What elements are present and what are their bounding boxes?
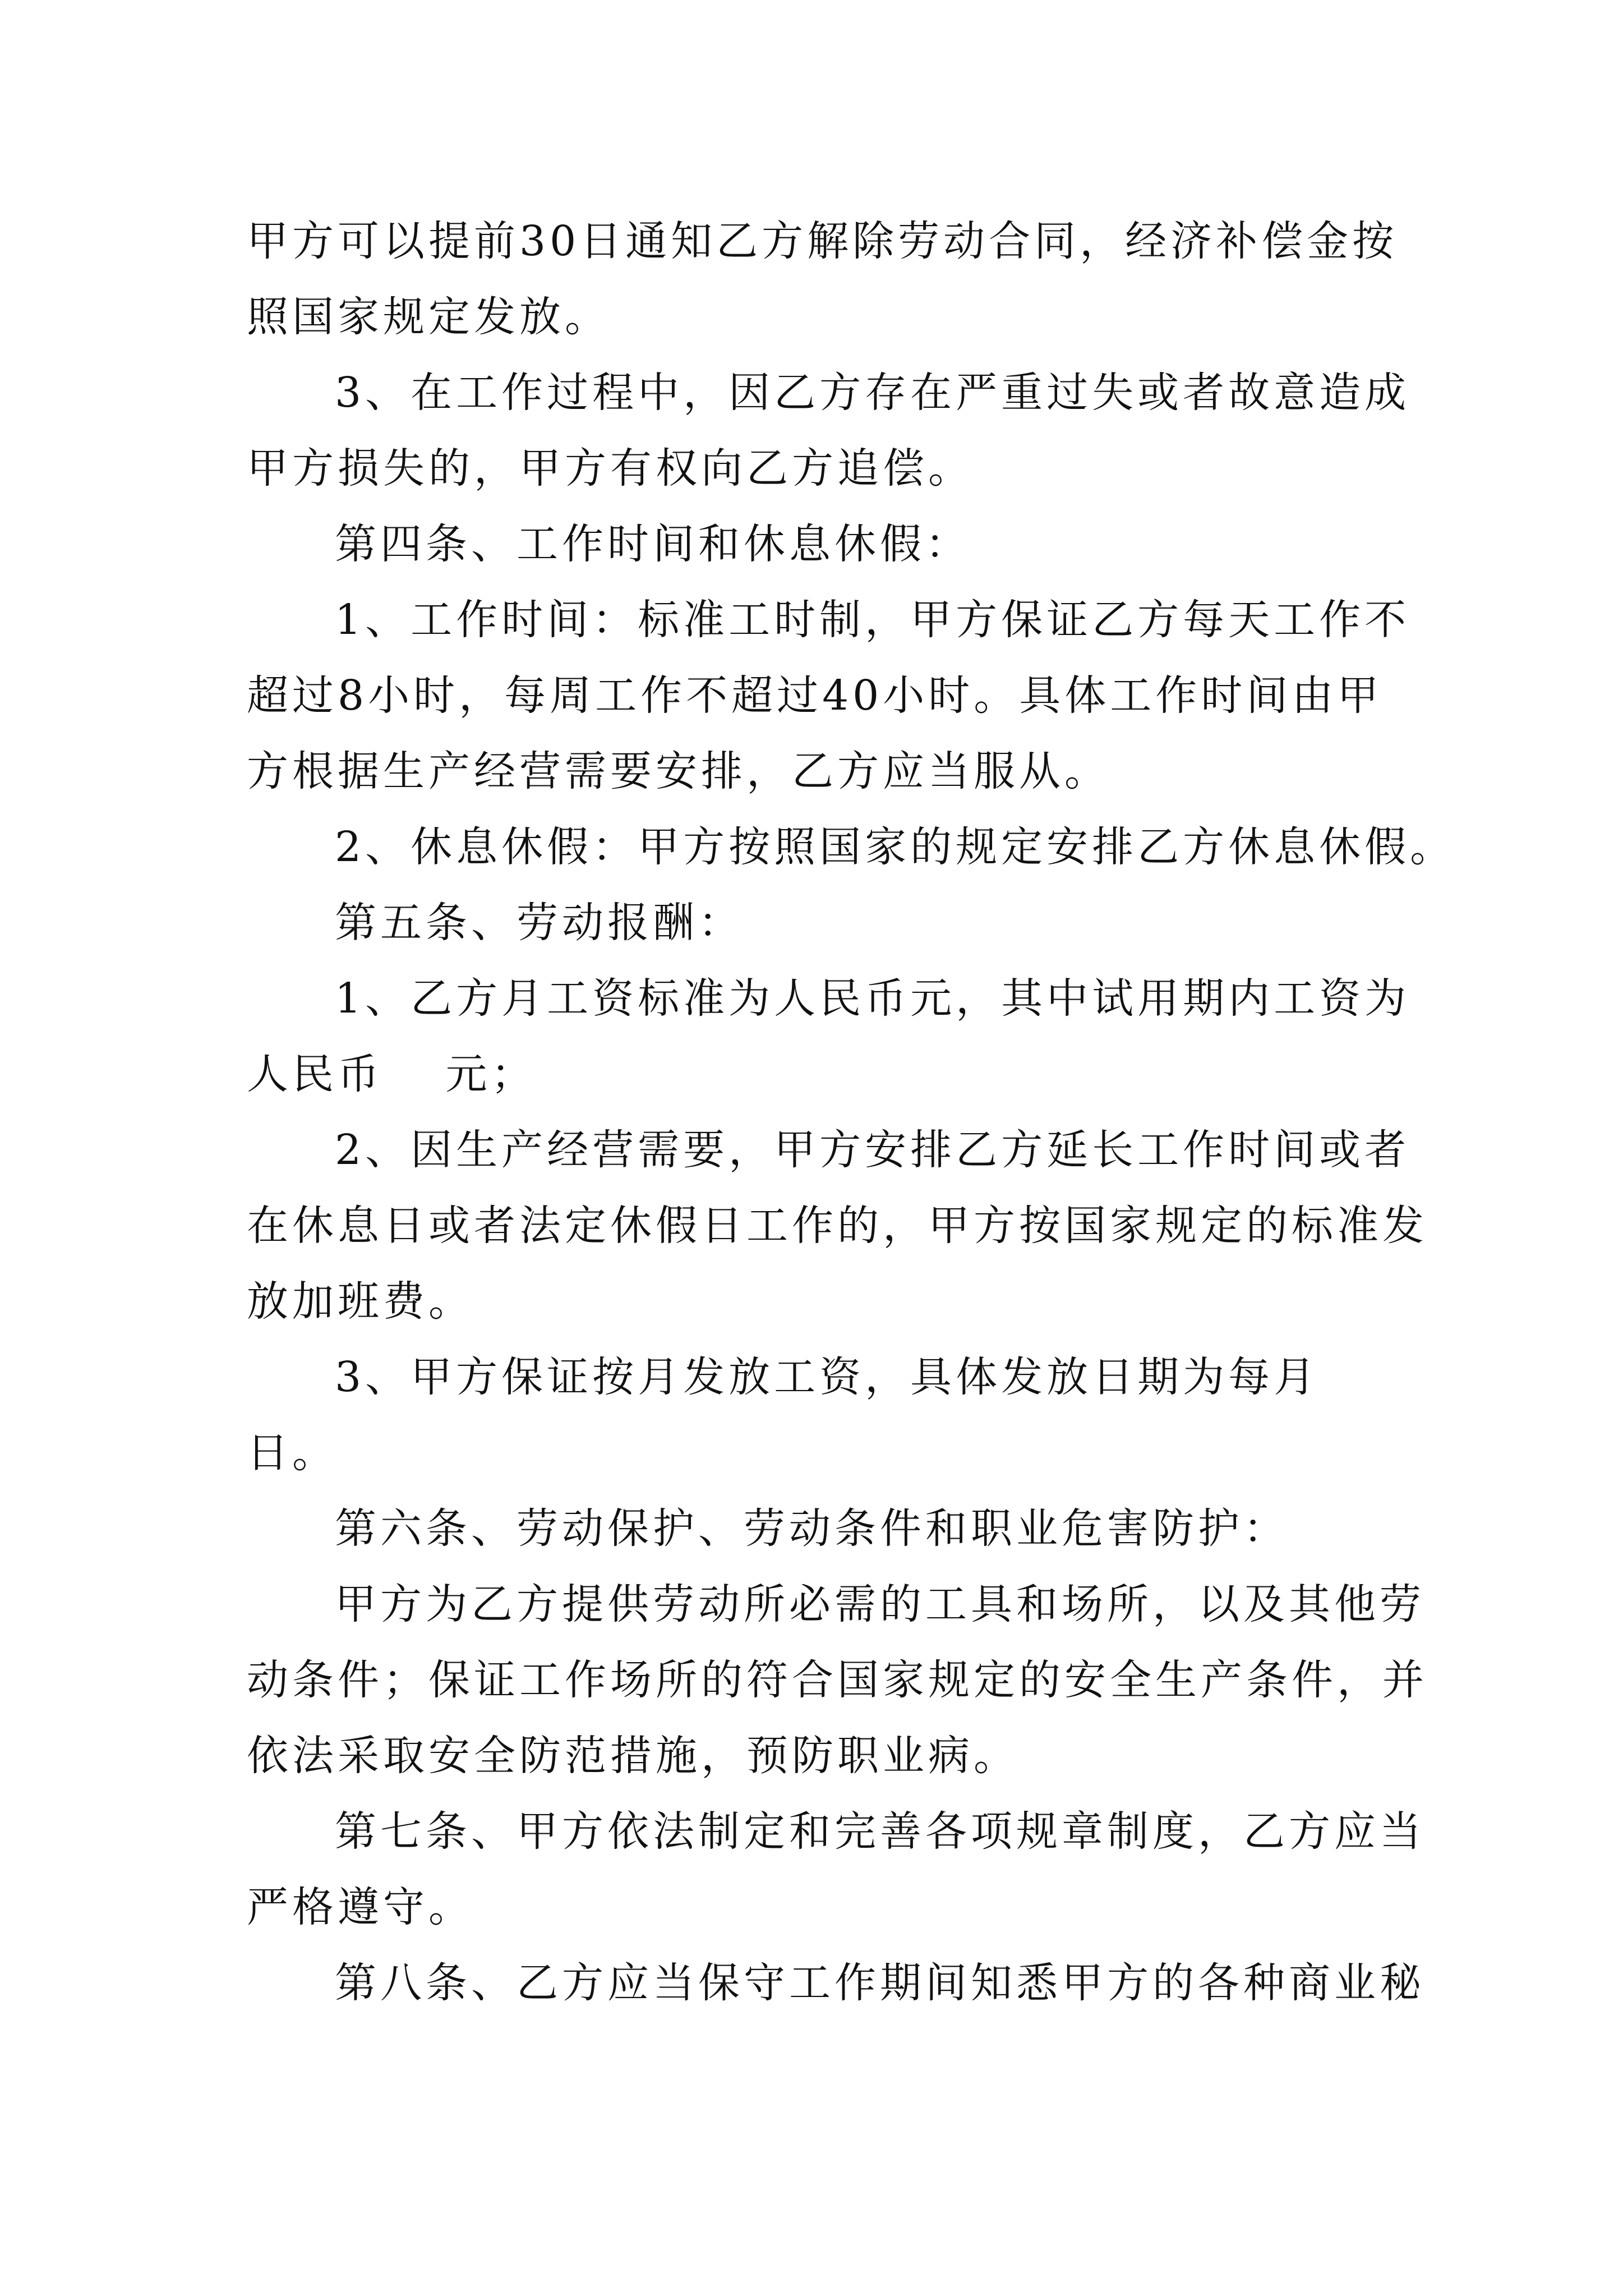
text-line: 甲方损失的，甲方有权向乙方追偿。: [247, 444, 974, 493]
text-line: 超过8小时，每周工作不超过40小时。具体工作时间由甲: [247, 671, 1383, 720]
text-line: 照国家规定发放。: [247, 293, 610, 341]
section-heading: 第四条、工作时间和休息休假：: [335, 520, 971, 568]
section-heading: 第五条、劳动报酬：: [335, 899, 744, 947]
text-line: 1、乙方月工资标准为人民币元，其中试用期内工资为: [335, 974, 1410, 1023]
text-line: 甲方为乙方提供劳动所必需的工具和场所，以及其他劳: [335, 1580, 1425, 1628]
text-line: 依法采取安全防范措施，预防职业病。: [247, 1732, 1019, 1780]
text-line: 人民币 元；: [247, 1050, 537, 1098]
text-line: 方根据生产经营需要安排，乙方应当服从。: [247, 747, 1110, 795]
text-line: 3、在工作过程中，因乙方存在严重过失或者故意造成: [335, 369, 1410, 417]
section-heading: 第八条、乙方应当保守工作期间知悉甲方的各种商业秘: [335, 1959, 1425, 2007]
section-heading: 第六条、劳动保护、劳动条件和职业危害防护：: [335, 1504, 1289, 1553]
text-line: 甲方可以提前30日通知乙方解除劳动合同，经济补偿金按: [247, 217, 1398, 265]
text-line: 1、工作时间：标准工时制，甲方保证乙方每天工作不: [335, 596, 1410, 644]
section-heading: 第七条、甲方依法制定和完善各项规章制度，乙方应当: [335, 1807, 1425, 1856]
text-line: 放加班费。: [247, 1277, 474, 1326]
text-line: 3、甲方保证按月发放工资，具体发放日期为每月: [335, 1353, 1320, 1401]
text-line: 在休息日或者法定休假日工作的，甲方按国家规定的标准发: [247, 1202, 1428, 1250]
text-line: 2、休息休假：甲方按照国家的规定安排乙方休息休假。: [335, 823, 1456, 871]
text-line: 严格遵守。: [247, 1883, 474, 1931]
text-line: 2、因生产经营需要，甲方安排乙方延长工作时间或者: [335, 1126, 1410, 1174]
text-line: 动条件；保证工作场所的符合国家规定的安全生产条件，并: [247, 1656, 1428, 1704]
text-line: 日。: [247, 1429, 338, 1477]
